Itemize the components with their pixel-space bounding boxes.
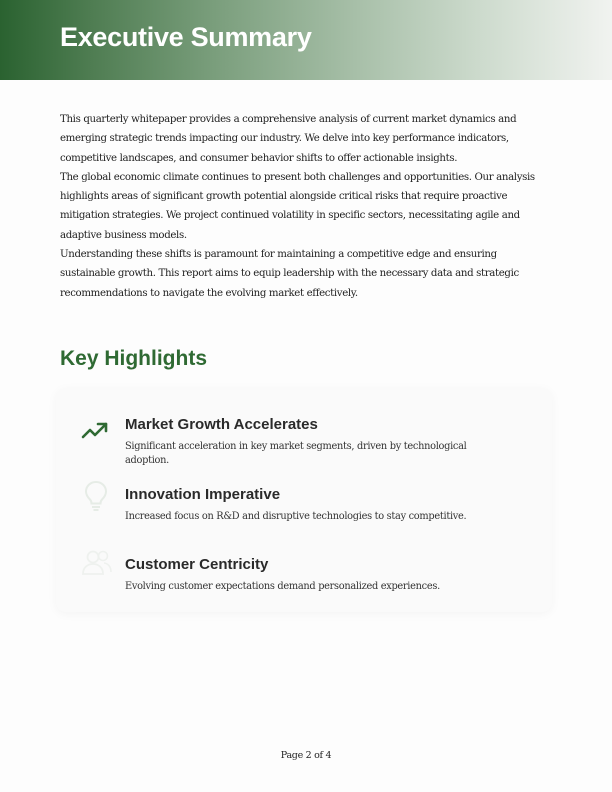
page-number: Page 2 of 4: [280, 750, 332, 761]
lightbulb-icon: [80, 478, 112, 510]
highlight-description: Significant acceleration in key market segments, driven by technological adoption.: [125, 441, 467, 466]
highlight-description: Increased focus on R&D and disruptive technologies to stay competitive.: [125, 511, 467, 522]
intro-text: [60, 110, 550, 303]
users-icon: [80, 546, 112, 578]
intro-paragraph: Understanding these shifts is paramount for maintaining a competitive edge and ensuring sustainable growth. This report aims to equip leadership with the necessary data and strategic recommendations to navigate the evolving market effectively.: [60, 249, 519, 299]
highlights-card: [56, 388, 552, 612]
highlight-description: Evolving customer expectations demand personalized experiences.: [125, 581, 440, 592]
page-header-banner: [0, 0, 612, 80]
section-title-key-highlights: Key Highlights: [60, 347, 208, 370]
highlight-title: Market Growth Accelerates: [125, 416, 318, 433]
intro-paragraph: The global economic climate continues to present both challenges and opportunities. Our analysis highlights areas of significant growth potential alongside critical risks that require proactive mitigation strategies. We project continued volatility in specific sectors, necessitating agile and adaptive business models.: [60, 171, 535, 241]
page-title: Executive Summary: [60, 22, 312, 52]
highlight-title: Customer Centricity: [125, 556, 269, 573]
highlight-title: Innovation Imperative: [125, 486, 281, 503]
trending-up-icon: [80, 416, 112, 448]
intro-paragraph: This quarterly whitepaper provides a comprehensive analysis of current market dynamics and emerging strategic trends impacting our industry. We delve into key performance indicators, competitive landscapes, and consumer behavior shifts to offer actionable insights.: [60, 114, 517, 164]
